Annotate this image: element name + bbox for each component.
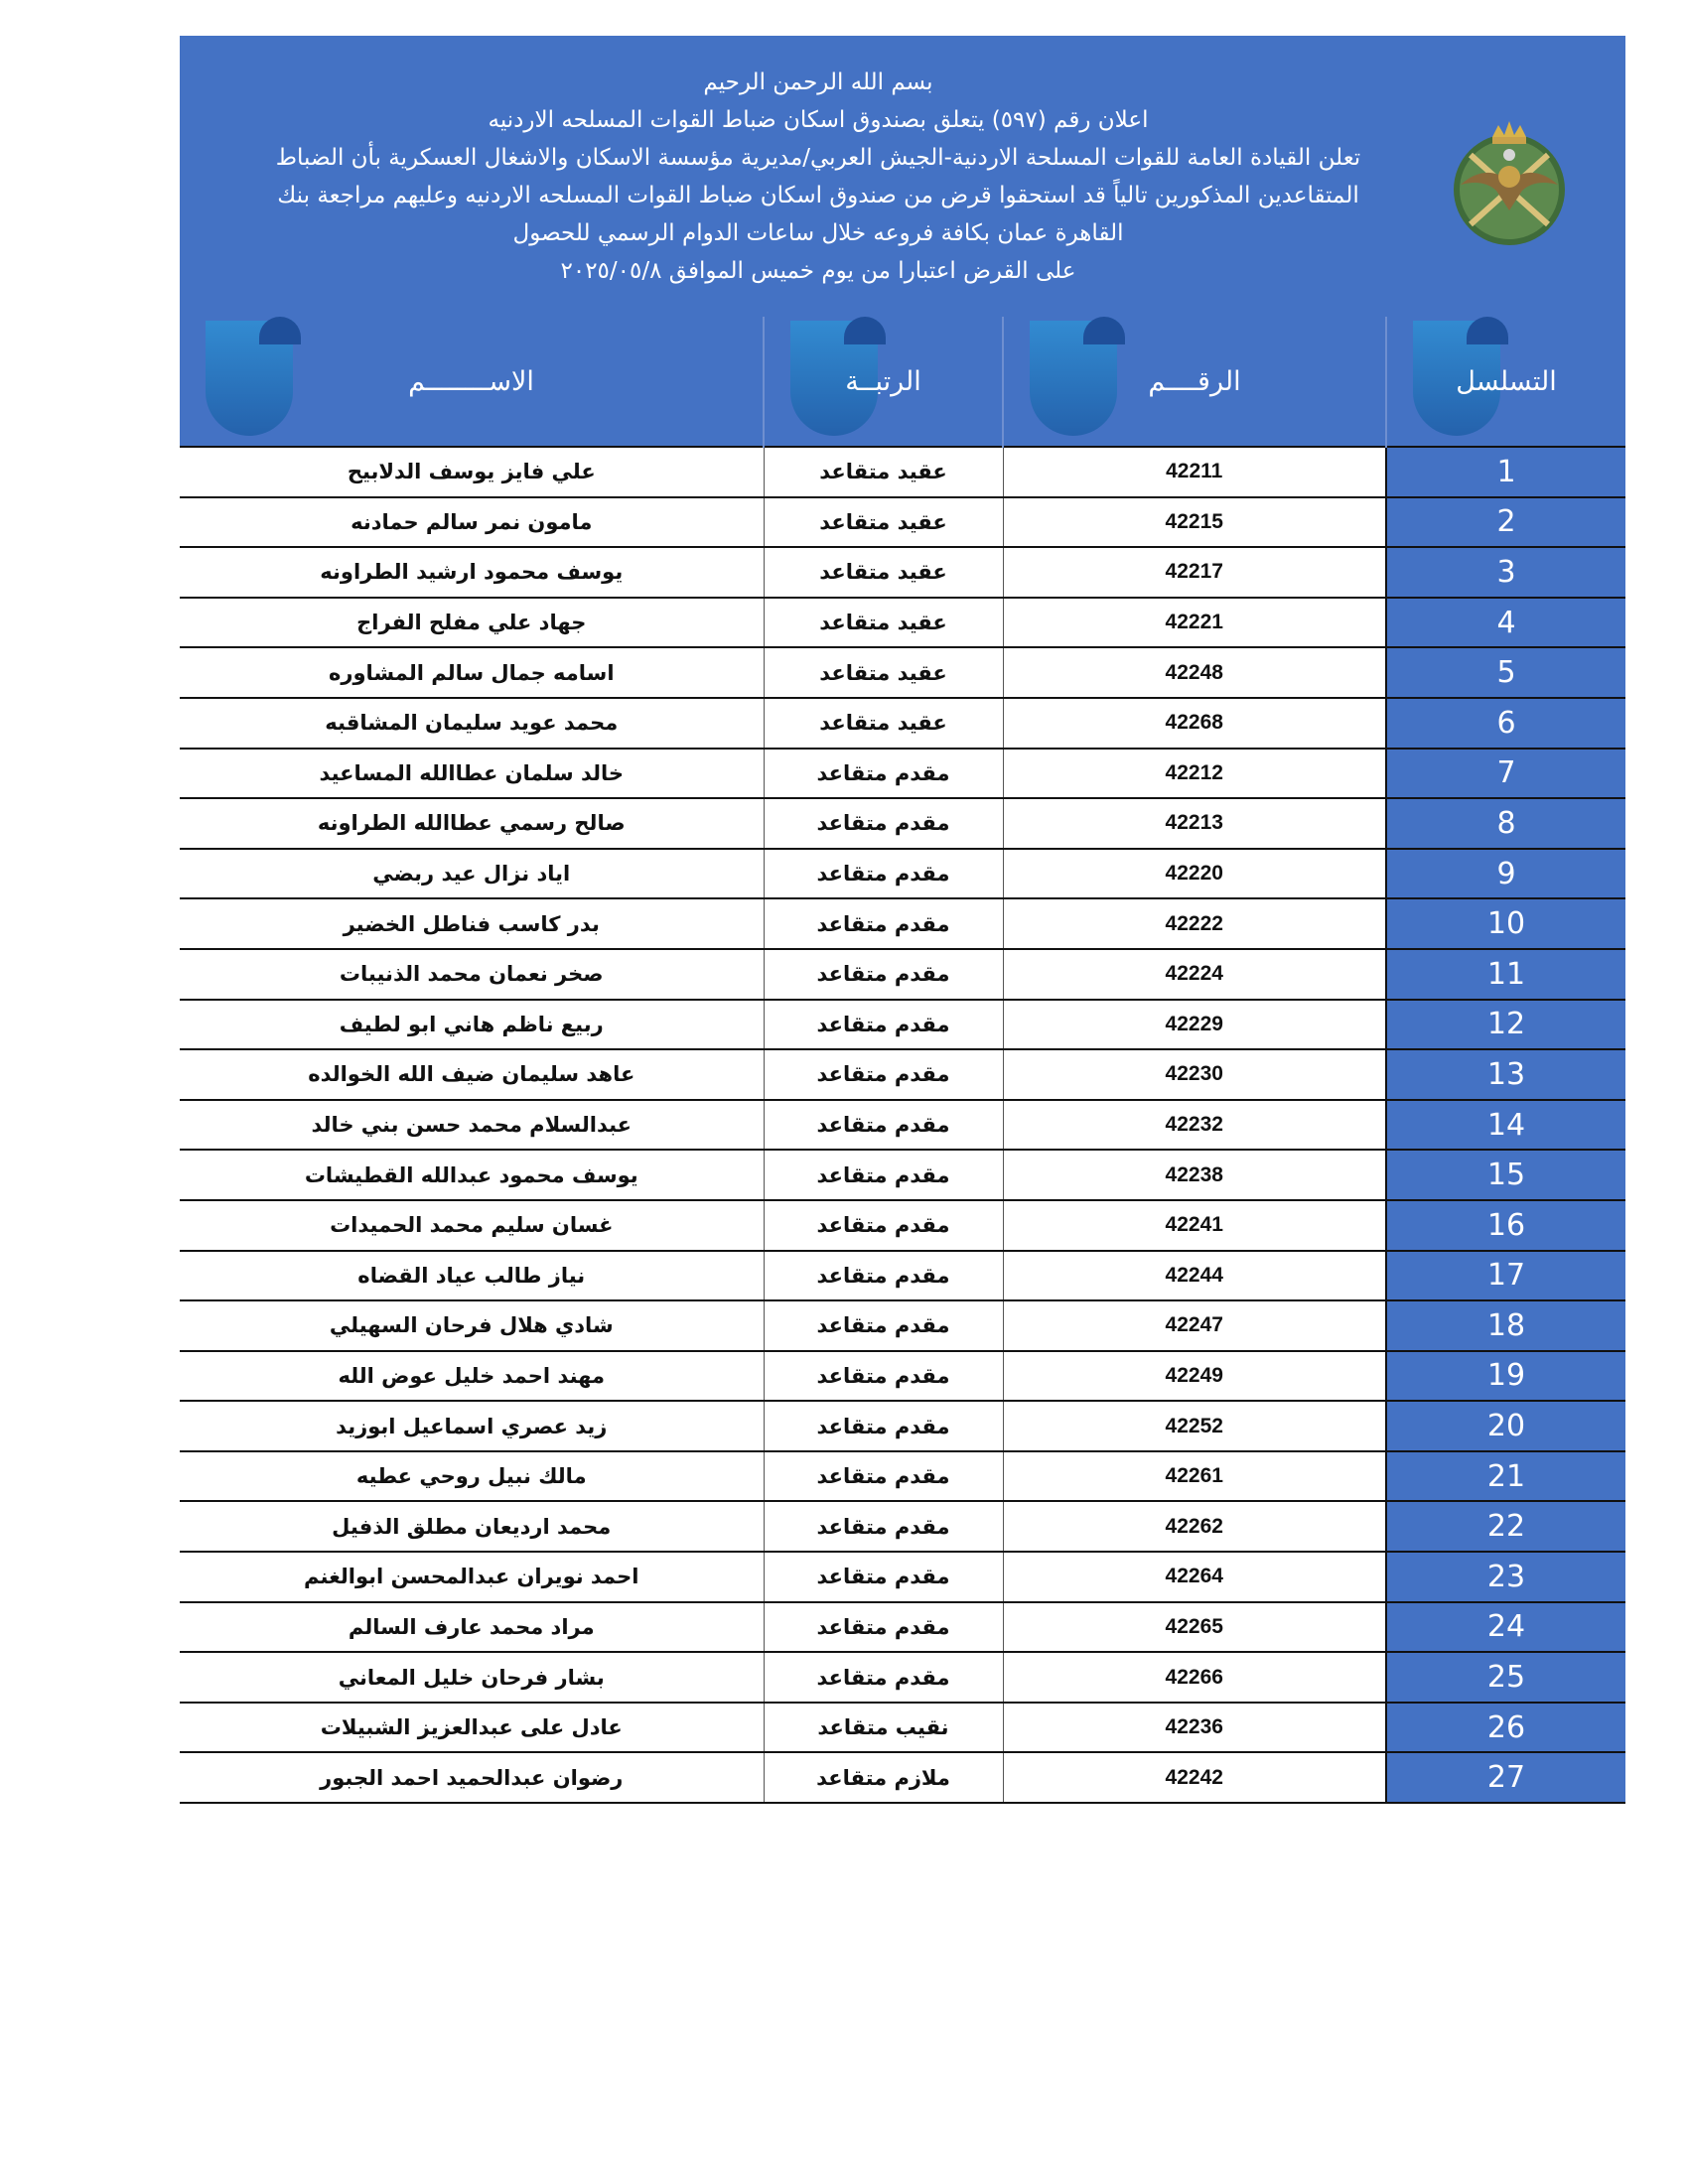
table-row (180, 1401, 1625, 1451)
column-header-rank: الرتبــة (764, 317, 1003, 447)
row-seq-cell: 25 (1386, 1652, 1625, 1703)
row-rank-cell: مقدم متقاعد (764, 1652, 1003, 1703)
table-row (180, 1501, 1625, 1552)
table-row (180, 749, 1625, 799)
row-rank-cell: عقيد متقاعد (764, 497, 1003, 548)
row-rank-cell: مقدم متقاعد (764, 1501, 1003, 1552)
row-rank-cell: عقيد متقاعد (764, 547, 1003, 598)
table-row (180, 547, 1625, 598)
row-rank-cell: مقدم متقاعد (764, 1251, 1003, 1301)
row-seq-cell: 27 (1386, 1752, 1625, 1803)
row-seq-cell: 10 (1386, 898, 1625, 949)
tab-decoration-icon (1030, 321, 1117, 436)
row-rank-cell: مقدم متقاعد (764, 798, 1003, 849)
loan-recipients-table (180, 317, 1625, 1804)
table-row (180, 849, 1625, 899)
table-header-row (180, 317, 1625, 447)
row-seq-cell: 8 (1386, 798, 1625, 849)
announcement-sheet (180, 36, 1625, 1804)
table-row (180, 1703, 1625, 1753)
row-name-cell: يوسف محمود عبدالله القطيشات (180, 1150, 764, 1200)
row-seq-cell: 4 (1386, 598, 1625, 648)
row-seq-cell: 16 (1386, 1200, 1625, 1251)
row-seq-cell: 26 (1386, 1703, 1625, 1753)
row-rank-cell: مقدم متقاعد (764, 1351, 1003, 1402)
row-name-cell: عادل على عبدالعزيز الشبيلات (180, 1703, 764, 1753)
row-number-cell: 42229 (1003, 1000, 1386, 1050)
row-rank-cell: ملازم متقاعد (764, 1752, 1003, 1803)
row-name-cell: علي فايز يوسف الدلابيح (180, 447, 764, 497)
row-number-cell: 42266 (1003, 1652, 1386, 1703)
table-row (180, 949, 1625, 1000)
row-rank-cell: عقيد متقاعد (764, 698, 1003, 749)
row-rank-cell: عقيد متقاعد (764, 447, 1003, 497)
row-seq-cell: 24 (1386, 1602, 1625, 1653)
row-name-cell: احمد نويران عبدالمحسن ابوالغنم (180, 1552, 764, 1602)
row-rank-cell: مقدم متقاعد (764, 1300, 1003, 1351)
row-seq-cell: 15 (1386, 1150, 1625, 1200)
announcement-body-line-1: تعلن القيادة العامة للقوات المسلحة الاردنية-الجيش العربي/مديرية مؤسسة الاسكان والاشغال العسكرية بأن الضباط (275, 145, 1361, 171)
row-seq-cell: 21 (1386, 1451, 1625, 1502)
row-name-cell: رضوان عبدالحميد احمد الجبور (180, 1752, 764, 1803)
row-number-cell: 42238 (1003, 1150, 1386, 1200)
column-header-name: الاســــــــم (180, 317, 764, 447)
row-seq-cell: 3 (1386, 547, 1625, 598)
row-seq-cell: 7 (1386, 749, 1625, 799)
row-number-cell: 42261 (1003, 1451, 1386, 1502)
row-name-cell: بشار فرحان خليل المعاني (180, 1652, 764, 1703)
row-name-cell: محمد ارديعان مطلق الذفيل (180, 1501, 764, 1552)
row-rank-cell: عقيد متقاعد (764, 647, 1003, 698)
row-seq-cell: 23 (1386, 1552, 1625, 1602)
row-name-cell: محمد عويد سليمان المشاقبه (180, 698, 764, 749)
row-number-cell: 42242 (1003, 1752, 1386, 1803)
row-name-cell: صخر نعمان محمد الذنيبات (180, 949, 764, 1000)
row-number-cell: 42244 (1003, 1251, 1386, 1301)
row-number-cell: 42249 (1003, 1351, 1386, 1402)
table-row (180, 1150, 1625, 1200)
row-name-cell: جهاد علي مفلح الفراج (180, 598, 764, 648)
table-row (180, 1251, 1625, 1301)
announcement-text (239, 64, 1397, 290)
table-row (180, 598, 1625, 648)
row-name-cell: عبدالسلام محمد حسن بني خالد (180, 1100, 764, 1151)
row-name-cell: نياز طالب عياد القضاه (180, 1251, 764, 1301)
row-number-cell: 42252 (1003, 1401, 1386, 1451)
row-number-cell: 42230 (1003, 1049, 1386, 1100)
row-name-cell: بدر كاسب فناطل الخضير (180, 898, 764, 949)
row-rank-cell: مقدم متقاعد (764, 1000, 1003, 1050)
announcement-date-line: على القرض اعتبارا من يوم خميس الموافق ٢٠٢٥/٠٥/٨ (560, 258, 1076, 284)
row-number-cell: 42221 (1003, 598, 1386, 648)
table-row (180, 1351, 1625, 1402)
table-row (180, 1451, 1625, 1502)
row-number-cell: 42215 (1003, 497, 1386, 548)
table-row (180, 1752, 1625, 1803)
row-number-cell: 42222 (1003, 898, 1386, 949)
row-name-cell: مالك نبيل روحي عطيه (180, 1451, 764, 1502)
row-rank-cell: مقدم متقاعد (764, 849, 1003, 899)
table-row (180, 898, 1625, 949)
row-name-cell: مامون نمر سالم حمادنه (180, 497, 764, 548)
table-row (180, 647, 1625, 698)
table-row (180, 1300, 1625, 1351)
table-row (180, 1049, 1625, 1100)
announcement-banner (180, 36, 1625, 317)
table-row (180, 497, 1625, 548)
row-seq-cell: 1 (1386, 447, 1625, 497)
row-number-cell: 42241 (1003, 1200, 1386, 1251)
row-rank-cell: مقدم متقاعد (764, 1049, 1003, 1100)
row-name-cell: مراد محمد عارف السالم (180, 1602, 764, 1653)
row-seq-cell: 11 (1386, 949, 1625, 1000)
row-seq-cell: 14 (1386, 1100, 1625, 1151)
row-seq-cell: 18 (1386, 1300, 1625, 1351)
table-row (180, 447, 1625, 497)
row-seq-cell: 9 (1386, 849, 1625, 899)
row-name-cell: يوسف محمود ارشيد الطراونه (180, 547, 764, 598)
row-seq-cell: 20 (1386, 1401, 1625, 1451)
table-row (180, 1652, 1625, 1703)
table-row (180, 1000, 1625, 1050)
row-number-cell: 42212 (1003, 749, 1386, 799)
row-number-cell: 42224 (1003, 949, 1386, 1000)
column-header-number: الرقــــم (1003, 317, 1386, 447)
row-seq-cell: 6 (1386, 698, 1625, 749)
announcement-body-line-2: المتقاعدين المذكورين تالياً قد استحقوا قرض من صندوق اسكان ضباط القوات المسلحه الاردنيه وعليهم مراجعة بنك (277, 183, 1359, 208)
row-seq-cell: 19 (1386, 1351, 1625, 1402)
row-rank-cell: مقدم متقاعد (764, 749, 1003, 799)
row-number-cell: 42268 (1003, 698, 1386, 749)
announcement-title-line: اعلان رقم (٥٩٧) يتعلق بصندوق اسكان ضباط القوات المسلحه الاردنيه (488, 107, 1149, 133)
row-number-cell: 42264 (1003, 1552, 1386, 1602)
row-name-cell: عاهد سليمان ضيف الله الخوالده (180, 1049, 764, 1100)
row-seq-cell: 22 (1386, 1501, 1625, 1552)
row-seq-cell: 5 (1386, 647, 1625, 698)
row-number-cell: 42217 (1003, 547, 1386, 598)
row-number-cell: 42213 (1003, 798, 1386, 849)
announcement-body-line-3: القاهرة عمان بكافة فروعه خلال ساعات الدوام الرسمي للحصول (512, 220, 1124, 246)
row-rank-cell: مقدم متقاعد (764, 1602, 1003, 1653)
row-rank-cell: عقيد متقاعد (764, 598, 1003, 648)
row-name-cell: مهند احمد خليل عوض الله (180, 1351, 764, 1402)
row-name-cell: زيد عصري اسماعيل ابوزيد (180, 1401, 764, 1451)
row-number-cell: 42248 (1003, 647, 1386, 698)
table-row (180, 698, 1625, 749)
row-number-cell: 42262 (1003, 1501, 1386, 1552)
row-rank-cell: مقدم متقاعد (764, 949, 1003, 1000)
row-rank-cell: مقدم متقاعد (764, 1552, 1003, 1602)
row-name-cell: اسامه جمال سالم المشاوره (180, 647, 764, 698)
row-number-cell: 42232 (1003, 1100, 1386, 1151)
row-rank-cell: مقدم متقاعد (764, 1100, 1003, 1151)
basmala-line: بسم الله الرحمن الرحيم (703, 69, 933, 95)
table-body (180, 447, 1625, 1803)
table-row (180, 1200, 1625, 1251)
row-rank-cell: مقدم متقاعد (764, 1200, 1003, 1251)
row-rank-cell: مقدم متقاعد (764, 1451, 1003, 1502)
row-number-cell: 42211 (1003, 447, 1386, 497)
table-row (180, 798, 1625, 849)
table-row (180, 1100, 1625, 1151)
row-seq-cell: 2 (1386, 497, 1625, 548)
row-number-cell: 42236 (1003, 1703, 1386, 1753)
row-name-cell: صالح رسمي عطاالله الطراونه (180, 798, 764, 849)
row-number-cell: 42220 (1003, 849, 1386, 899)
table-row (180, 1552, 1625, 1602)
army-emblem-icon (1441, 115, 1578, 252)
row-rank-cell: مقدم متقاعد (764, 1150, 1003, 1200)
row-rank-cell: مقدم متقاعد (764, 898, 1003, 949)
row-name-cell: اياد نزال عيد ربضي (180, 849, 764, 899)
row-number-cell: 42265 (1003, 1602, 1386, 1653)
row-name-cell: خالد سلمان عطاالله المساعيد (180, 749, 764, 799)
row-rank-cell: نقيب متقاعد (764, 1703, 1003, 1753)
row-seq-cell: 17 (1386, 1251, 1625, 1301)
row-seq-cell: 13 (1386, 1049, 1625, 1100)
row-name-cell: غسان سليم محمد الحميدات (180, 1200, 764, 1251)
row-seq-cell: 12 (1386, 1000, 1625, 1050)
tab-decoration-icon (206, 321, 293, 436)
table-row (180, 1602, 1625, 1653)
row-name-cell: ربيع ناظم هاني ابو لطيف (180, 1000, 764, 1050)
row-name-cell: شادي هلال فرحان السهيلي (180, 1300, 764, 1351)
row-number-cell: 42247 (1003, 1300, 1386, 1351)
row-rank-cell: مقدم متقاعد (764, 1401, 1003, 1451)
column-header-seq: التسلسل (1386, 317, 1625, 447)
